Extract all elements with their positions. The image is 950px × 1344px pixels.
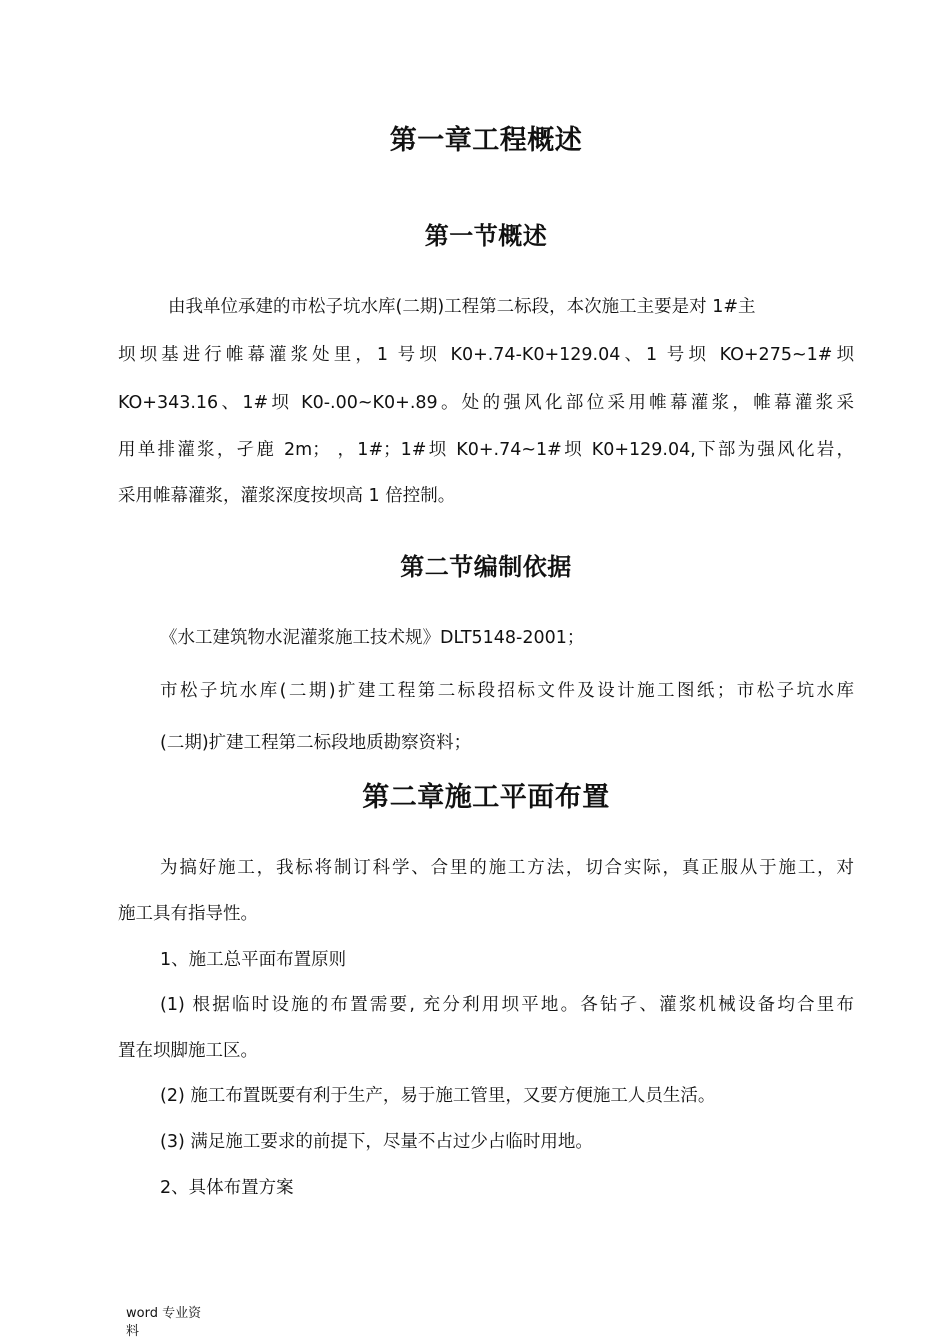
overview-paragraph-line: 用单排灌浆，孑鹿 2m； ，1#；1#坝 K0+.74~1#坝 K0+129.04,下部为强风化岩， (118, 440, 854, 460)
section-2-title: 第二节编制依据 (400, 553, 572, 581)
layout-principle-item: 置在坝脚施工区。 (118, 1041, 258, 1061)
overview-paragraph-line: KO+343.16、1#坝 K0-.00~K0+.89。处的强风化部位采用帷幕灌浆，帷幕灌浆采 (118, 393, 854, 413)
footer-line: word 专业资 (126, 1306, 202, 1321)
footer-line: 料 (126, 1324, 140, 1339)
overview-paragraph-line: 坝坝基进行帷幕灌浆处里，1 号坝 K0+.74-K0+129.04、1 号坝 KO+275~1#坝 (118, 345, 854, 365)
basis-item: 市松子坑水库(二期)扩建工程第二标段招标文件及设计施工图纸；市松子坑水库 (160, 681, 854, 701)
layout-heading-plan: 2、具体布置方案 (160, 1178, 294, 1198)
layout-principle-item: (2) 施工布置既要有利于生产，易于施工管里，又要方便施工人员生活。 (160, 1086, 716, 1106)
basis-item: 《水工建筑物水泥灌浆施工技术规》DLT5148-2001； (160, 628, 585, 648)
layout-paragraph-line: 施工具有指导性。 (118, 904, 258, 924)
layout-principle-item: (1) 根据临时设施的布置需要, 充分利用坝平地。各钻孑、灌浆机械设备均合里布 (160, 995, 854, 1015)
section-1-title: 第一节概述 (424, 222, 548, 250)
layout-heading-principles: 1、施工总平面布置原则 (160, 950, 347, 970)
basis-item: (二期)扩建工程第二标段地质勘察资料； (160, 733, 472, 753)
layout-paragraph-line: 为搞好施工，我标将制订科学、合里的施工方法，切合实际，真正服从于施工，对 (160, 858, 854, 878)
page-footer (126, 1305, 216, 1341)
overview-paragraph-line: 由我单位承建的市松子坑水库(二期)工程第二标段，本次施工主要是对 1#主 (168, 297, 756, 317)
chapter-1-title: 第一章工程概述 (389, 125, 583, 156)
layout-principle-item: (3) 满足施工要求的前提下，尽量不占过少占临时用地。 (160, 1132, 593, 1152)
chapter-2-title: 第二章施工平面布置 (362, 782, 610, 813)
overview-paragraph-line: 采用帷幕灌浆，灌浆深度按坝高 1 倍控制。 (118, 486, 456, 506)
